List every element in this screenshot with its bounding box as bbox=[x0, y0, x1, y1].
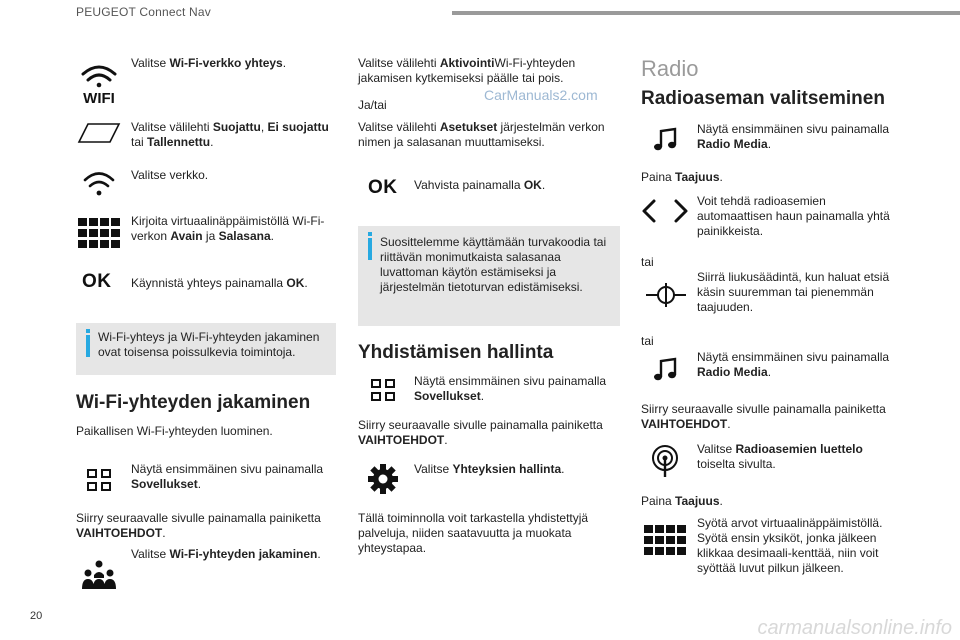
site-watermark: carmanualsonline.info bbox=[757, 617, 952, 639]
or-text: Ja/tai bbox=[358, 98, 387, 112]
header-rule bbox=[452, 11, 960, 15]
info-note bbox=[358, 226, 620, 326]
info-icon bbox=[86, 329, 90, 333]
closing-text: Tällä toiminnolla voit tarkastella yhdistettyjä palveluja, niiden saatavuutta ja muokata yhteystapaa. bbox=[358, 511, 589, 555]
step-show-radio-media: Näytä ensimmäinen sivu painamalla Radio Media. bbox=[697, 350, 890, 379]
para-frequency: Paina Taajuus. bbox=[641, 170, 723, 184]
para-options: Siirry seuraavalle sivulle painamalla painiketta VAIHTOEHDOT. bbox=[641, 402, 886, 431]
note-text: Wi-Fi-yhteys ja Wi-Fi-yhteyden jakaminen ovat toisensa poissulkevia toimintoja. bbox=[98, 330, 320, 359]
step-show-apps: Näytä ensimmäinen sivu painamalla Sovellukset. bbox=[414, 374, 607, 403]
step-select-wifi: Valitse Wi-Fi-verkko yhteys. bbox=[131, 56, 287, 70]
step-show-radio-media: Näytä ensimmäinen sivu painamalla Radio Media. bbox=[697, 122, 890, 151]
wifi-label-text: WIFI bbox=[83, 90, 115, 105]
info-icon bbox=[368, 232, 372, 236]
ok-icon: OK bbox=[82, 271, 112, 292]
apps-grid-icon bbox=[370, 378, 396, 402]
step-select-sharing: Valitse Wi-Fi-yhteyden jakaminen. bbox=[131, 547, 321, 561]
step-auto-search: Voit tehdä radioasemien automaattisen haun painamalla yhtä painikkeista. bbox=[697, 194, 890, 238]
ok-icon: OK bbox=[368, 177, 398, 198]
document-header-title: PEUGEOT Connect Nav bbox=[76, 5, 211, 19]
radio-tower-icon bbox=[648, 444, 682, 478]
para-options: Siirry seuraavalle sivulle painamalla painiketta VAIHTOEHDOT. bbox=[358, 418, 603, 447]
people-group-icon bbox=[78, 558, 120, 592]
step-confirm-ok: Vahvista painamalla OK. bbox=[414, 178, 546, 192]
para-settings: Valitse välilehti Asetukset järjestelmän verkon nimen ja salasanan muuttamiseksi. bbox=[358, 120, 605, 149]
section-heading-wifi-sharing: Wi-Fi-yhteyden jakaminen bbox=[76, 392, 311, 413]
music-note-icon bbox=[650, 356, 680, 384]
note-text: Suosittelemme käyttämään turvakoodia tai riittävän monimutkaista salasanaa luvattoman käytön estämiseksi ja järjestelmän tietoturvan edistämiseksi. bbox=[380, 235, 607, 294]
slider-icon bbox=[644, 280, 688, 310]
section-heading-select-station: Radioaseman valitseminen bbox=[641, 88, 885, 109]
para-options: Siirry seuraavalle sivulle painamalla painiketta VAIHTOEHDOT. bbox=[76, 511, 321, 540]
step-select-tab: Valitse välilehti Suojattu, Ei suojattu tai Tallennettu. bbox=[131, 120, 329, 149]
step-enter-password: Kirjoita virtuaalinäppäimistöllä Wi-Fi-verkon Avain ja Salasana. bbox=[131, 214, 325, 243]
chevron-left-right-icon bbox=[640, 198, 690, 224]
info-note bbox=[76, 323, 336, 375]
gear-icon bbox=[366, 462, 400, 496]
or-text: tai bbox=[641, 255, 654, 269]
step-select-station-list: Valitse Radioasemien luettelo toiselta sivulta. bbox=[697, 442, 863, 471]
page-number: 20 bbox=[30, 610, 43, 622]
wifi-icon bbox=[80, 168, 118, 200]
step-manual-slider: Siirrä liukusäädintä, kun haluat etsiä käsin suuremman tai pienemmän taajuuden. bbox=[697, 270, 890, 314]
step-select-connections: Valitse Yhteyksien hallinta. bbox=[414, 462, 565, 476]
para-frequency: Paina Taajuus. bbox=[641, 494, 723, 508]
or-text: tai bbox=[641, 334, 654, 348]
section-heading-connection-management: Yhdistämisen hallinta bbox=[358, 342, 554, 363]
step-show-apps: Näytä ensimmäinen sivu painamalla Sovellukset. bbox=[131, 462, 324, 491]
carmanuals-watermark: CarManuals2.com bbox=[484, 87, 598, 103]
step-enter-frequency: Syötä arvot virtuaalinäppäimistöllä. Syötä ensin yksiköt, jonka jälkeen klikkaa desimaali-kenttää, niin voit syöttää luvut pilkun jälkeen. bbox=[697, 516, 883, 575]
chapter-title: Radio bbox=[641, 56, 699, 81]
keyboard-icon bbox=[644, 524, 686, 556]
apps-grid-icon bbox=[86, 468, 112, 492]
step-start-connection: Käynnistä yhteys painamalla OK. bbox=[131, 276, 308, 290]
wifi-label-icon bbox=[76, 60, 122, 106]
intro-text: Paikallisen Wi-Fi-yhteyden luominen. bbox=[76, 424, 273, 438]
step-select-network: Valitse verkko. bbox=[131, 168, 209, 182]
music-note-icon bbox=[650, 126, 680, 154]
keyboard-icon bbox=[78, 216, 120, 250]
parallelogram-icon bbox=[76, 120, 122, 146]
para-activation: Valitse välilehti AktivointiWi-Fi-yhteyden jakamisen kytkemiseksi päälle tai pois. bbox=[358, 56, 576, 85]
